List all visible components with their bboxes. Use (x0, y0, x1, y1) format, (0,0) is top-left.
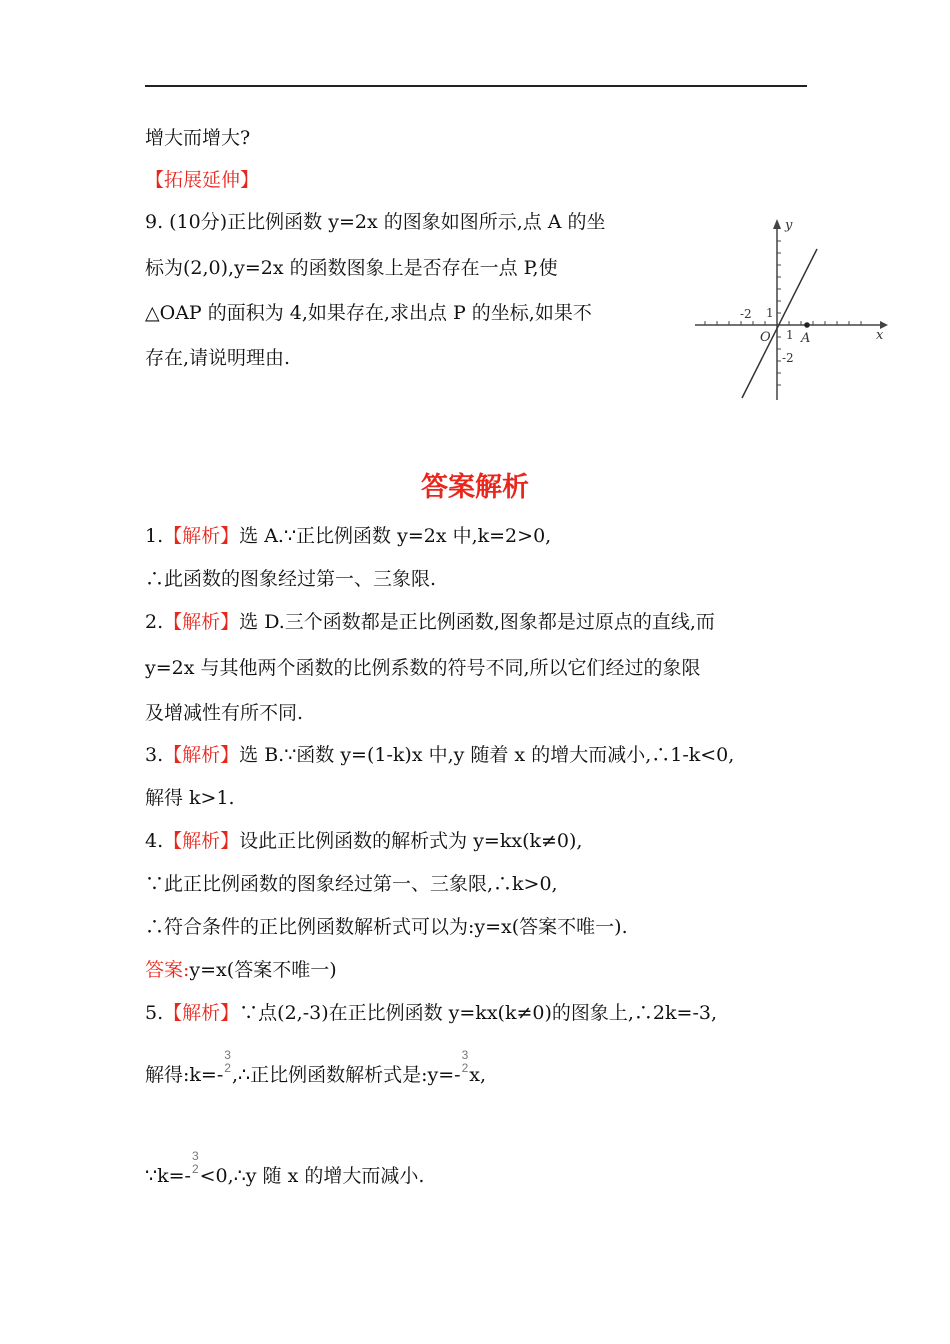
answer-3-text: 选 B.∵函数 y=(1-k)x 中,y 随着 x 的增大而减小,∴1-k<0, (239, 744, 735, 766)
answer-5-text: ∵点(2,-3)在正比例函数 y=kx(k≠0)的图象上,∴2k=-3, (239, 1002, 717, 1024)
origin-label: O (760, 330, 771, 345)
answer-1-text: 选 A.∵正比例函数 y=2x 中,k=2>0, (239, 525, 552, 547)
answer-1-line-2: ∴此函数的图象经过第一、三象限. (145, 568, 437, 590)
problem-line-4: 存在,请说明理由. (145, 347, 291, 369)
answer-5-line-3-b: <0,∴y 随 x 的增大而减小. (199, 1165, 425, 1187)
answer-4-answer-text: y=x(答案不唯一) (189, 959, 337, 981)
answer-3-line-2: 解得 k>1. (145, 787, 235, 809)
answer-4-prefix: 4. (145, 830, 164, 852)
answer-4-text: 设此正比例函数的解析式为 y=kx(k≠0), (239, 830, 583, 852)
problem-line-3: △OAP 的面积为 4,如果存在,求出点 P 的坐标,如果不 (145, 302, 592, 324)
answer-5-prefix: 5. (145, 1002, 164, 1024)
answer-4-answer-label: 答案: (145, 959, 190, 981)
continued-line: 增大而增大? (145, 127, 251, 149)
answer-1-tag: 【解析】 (163, 525, 240, 547)
answer-4-line-3: ∴符合条件的正比例函数解析式可以为:y=x(答案不唯一). (145, 916, 628, 938)
y-axis-arrow (773, 219, 781, 229)
answer-2-prefix: 2. (145, 611, 164, 633)
answer-1-prefix: 1. (145, 525, 164, 547)
tick-1-x-label: 1 (786, 328, 794, 342)
fraction-three-halves: 3 2 (224, 1048, 231, 1075)
answer-5-line-3 (145, 1149, 425, 1190)
answer-4-line-2: ∵此正比例函数的图象经过第一、三象限,∴k>0, (145, 873, 558, 895)
tick-neg2-x-label: -2 (740, 307, 752, 321)
answer-5-line-2-a: 解得:k=- (145, 1064, 224, 1086)
answer-5-tag: 【解析】 (163, 1002, 240, 1024)
answer-4-tag: 【解析】 (163, 830, 240, 852)
fraction-three-halves: 3 2 (461, 1048, 469, 1075)
top-rule (145, 85, 807, 87)
answer-5-line-2 (145, 1048, 487, 1089)
y-axis-label: y (785, 218, 793, 233)
answers-title: 答案解析 (421, 472, 529, 503)
fraction-three-halves: 3 2 (191, 1149, 199, 1176)
x-axis-label: x (876, 328, 884, 343)
answer-4-answer (145, 957, 337, 983)
answer-2-line-2: y=2x 与其他两个函数的比例系数的符号不同,所以它们经过的象限 (145, 657, 701, 679)
answer-3-prefix: 3. (145, 744, 164, 766)
section-label: 【拓展延伸】 (145, 169, 260, 191)
problem-line-1: 9. (10分)正比例函数 y=2x 的图象如图所示,点 A 的坐 (145, 211, 606, 233)
answer-4-line-1 (145, 828, 582, 854)
tick-neg2-y-label: -2 (782, 351, 794, 365)
coordinate-figure (690, 215, 890, 405)
point-a (804, 322, 810, 328)
answer-2-text: 选 D.三个函数都是正比例函数,图象都是过原点的直线,而 (239, 611, 715, 633)
tick-1-y-label: 1 (766, 306, 774, 320)
point-a-label: A (801, 331, 811, 346)
answer-2-line-1 (145, 609, 715, 635)
answer-5-line-3-a: ∵k=- (145, 1165, 191, 1187)
answer-2-line-3: 及增减性有所不同. (145, 702, 304, 724)
answer-3-tag: 【解析】 (163, 744, 240, 766)
answer-5-line-2-b: ,∴正比例函数解析式是:y=- (231, 1064, 461, 1086)
answer-5-line-2-c: x, (469, 1064, 487, 1086)
problem-line-2: 标为(2,0),y=2x 的函数图象上是否存在一点 P,使 (145, 257, 558, 279)
answer-1-line-1 (145, 523, 551, 549)
answer-5-line-1 (145, 1000, 717, 1026)
answer-3-line-1 (145, 742, 734, 768)
answer-2-tag: 【解析】 (163, 611, 240, 633)
